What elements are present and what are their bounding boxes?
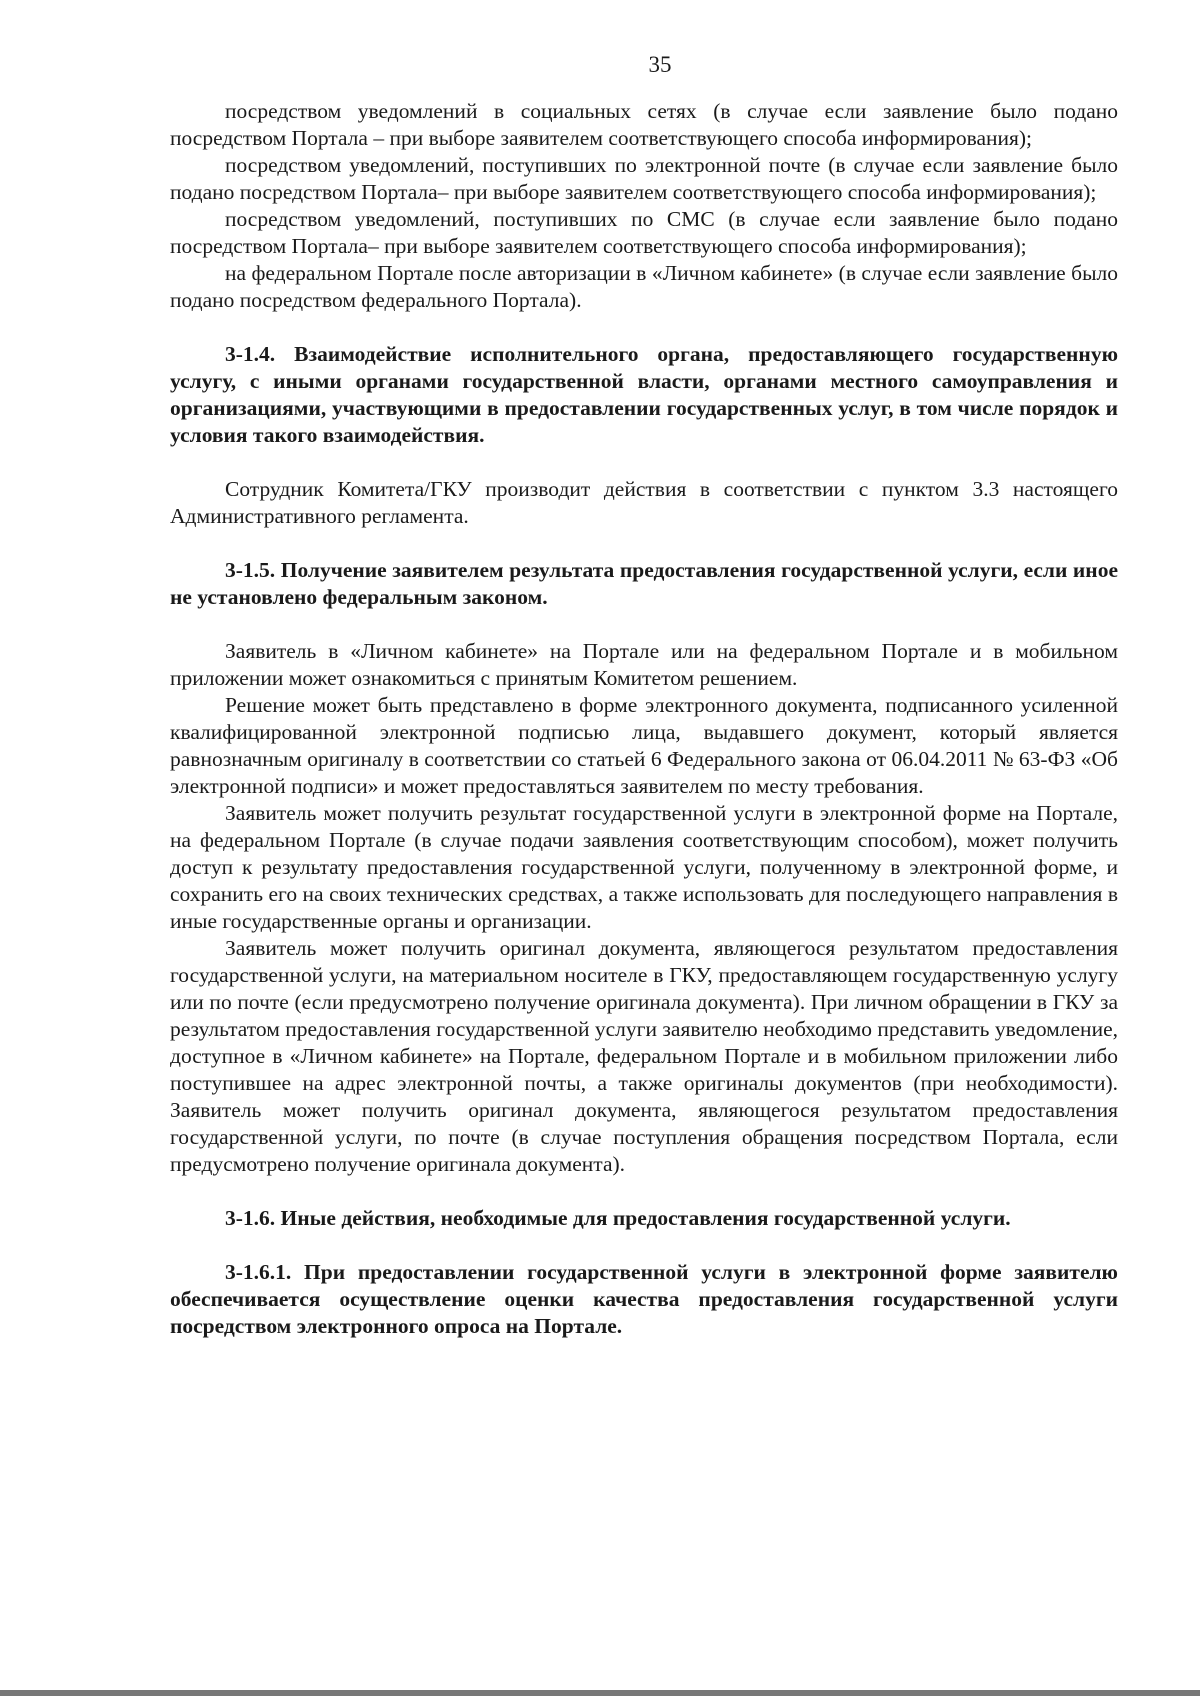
section-heading-3-1-5: 3-1.5. Получение заявителем результата предоставления государственной услуги, если иное не установлено федеральным законом. (170, 558, 1118, 609)
paragraph-electronic-decision: Решение может быть представлено в форме электронного документа, подписанного усиленной квалифицированной электронной подписью лица, выдавшего документ, который является равнозначным оригиналу в соответствии со статьей 6 Федерального закона от 06.04.2011 № 63-ФЗ «Об электронной подписи» и может предоставляться заявителем по месту требования. (170, 693, 1118, 798)
paragraph-email: посредством уведомлений, поступивших по электронной почте (в случае если заявление было подано посредством Портала– при выборе заявителем соответствующего способа информирования); (170, 153, 1118, 204)
paragraph-federal-portal: на федеральном Портале после авторизации в «Личном кабинете» (в случае если заявление было подано посредством федерального Портала). (170, 261, 1118, 312)
section-heading-3-1-6: 3-1.6. Иные действия, необходимые для предоставления государственной услуги. (225, 1206, 1011, 1230)
paragraph-social-networks: посредством уведомлений в социальных сетях (в случае если заявление было подано посредством Портала – при выборе заявителем соответствующего способа информирования); (170, 99, 1118, 150)
document-body (170, 98, 1118, 1340)
paragraph-original-document: Заявитель может получить оригинал документа, являющегося результатом предоставления государственной услуги, на материальном носителе в ГКУ, предоставляющем государственную услугу или по почте (если предусмотрено получение оригинала документа). При личном обращении в ГКУ за результатом предоставления государственной услуги заявителю необходимо представить уведомление, доступное в «Личном кабинете» на Портале, федеральном Портале и в мобильном приложении либо поступившее на адрес электронной почты, а также оригиналы документов (при необходимости). Заявитель может получить оригинал документа, являющегося результатом предоставления государственной услуги, по почте (в случае поступления обращения посредством Портала, если предусмотрено получение оригинала документа). (170, 936, 1118, 1176)
section-heading-3-1-4: 3-1.4. Взаимодействие исполнительного органа, предоставляющего государственную услугу, с иными органами государственной власти, органами местного самоуправления и организациями, участвующими в предоставлении государственных услуг, в том числе порядок и условия такого взаимодействия. (170, 342, 1118, 447)
scan-edge-line (0, 1690, 1200, 1696)
page-number: 35 (648, 52, 672, 77)
section-heading-3-1-6-1: 3-1.6.1. При предоставлении государственной услуги в электронной форме заявителю обеспечивается осуществление оценки качества предоставления государственной услуги посредством электронного опроса на Портале. (170, 1260, 1118, 1338)
paragraph-committee-employee: Сотрудник Комитета/ГКУ производит действия в соответствии с пунктом 3.3 настоящего Административного регламента. (170, 477, 1118, 528)
paragraph-personal-cabinet: Заявитель в «Личном кабинете» на Портале или на федеральном Портале и в мобильном приложении может ознакомиться с принятым Комитетом решением. (170, 639, 1118, 690)
paragraph-sms: посредством уведомлений, поступивших по СМС (в случае если заявление было подано посредством Портала– при выборе заявителем соответствующего способа информирования); (170, 207, 1118, 258)
paragraph-electronic-result: Заявитель может получить результат государственной услуги в электронной форме на Портале, на федеральном Портале (в случае подачи заявления соответствующим способом), может получить доступ к результату предоставления государственной услуги, полученному в электронной форме, и сохранить его на своих технических средствах, а также использовать для последующего направления в иные государственные органы и организации. (170, 801, 1118, 933)
